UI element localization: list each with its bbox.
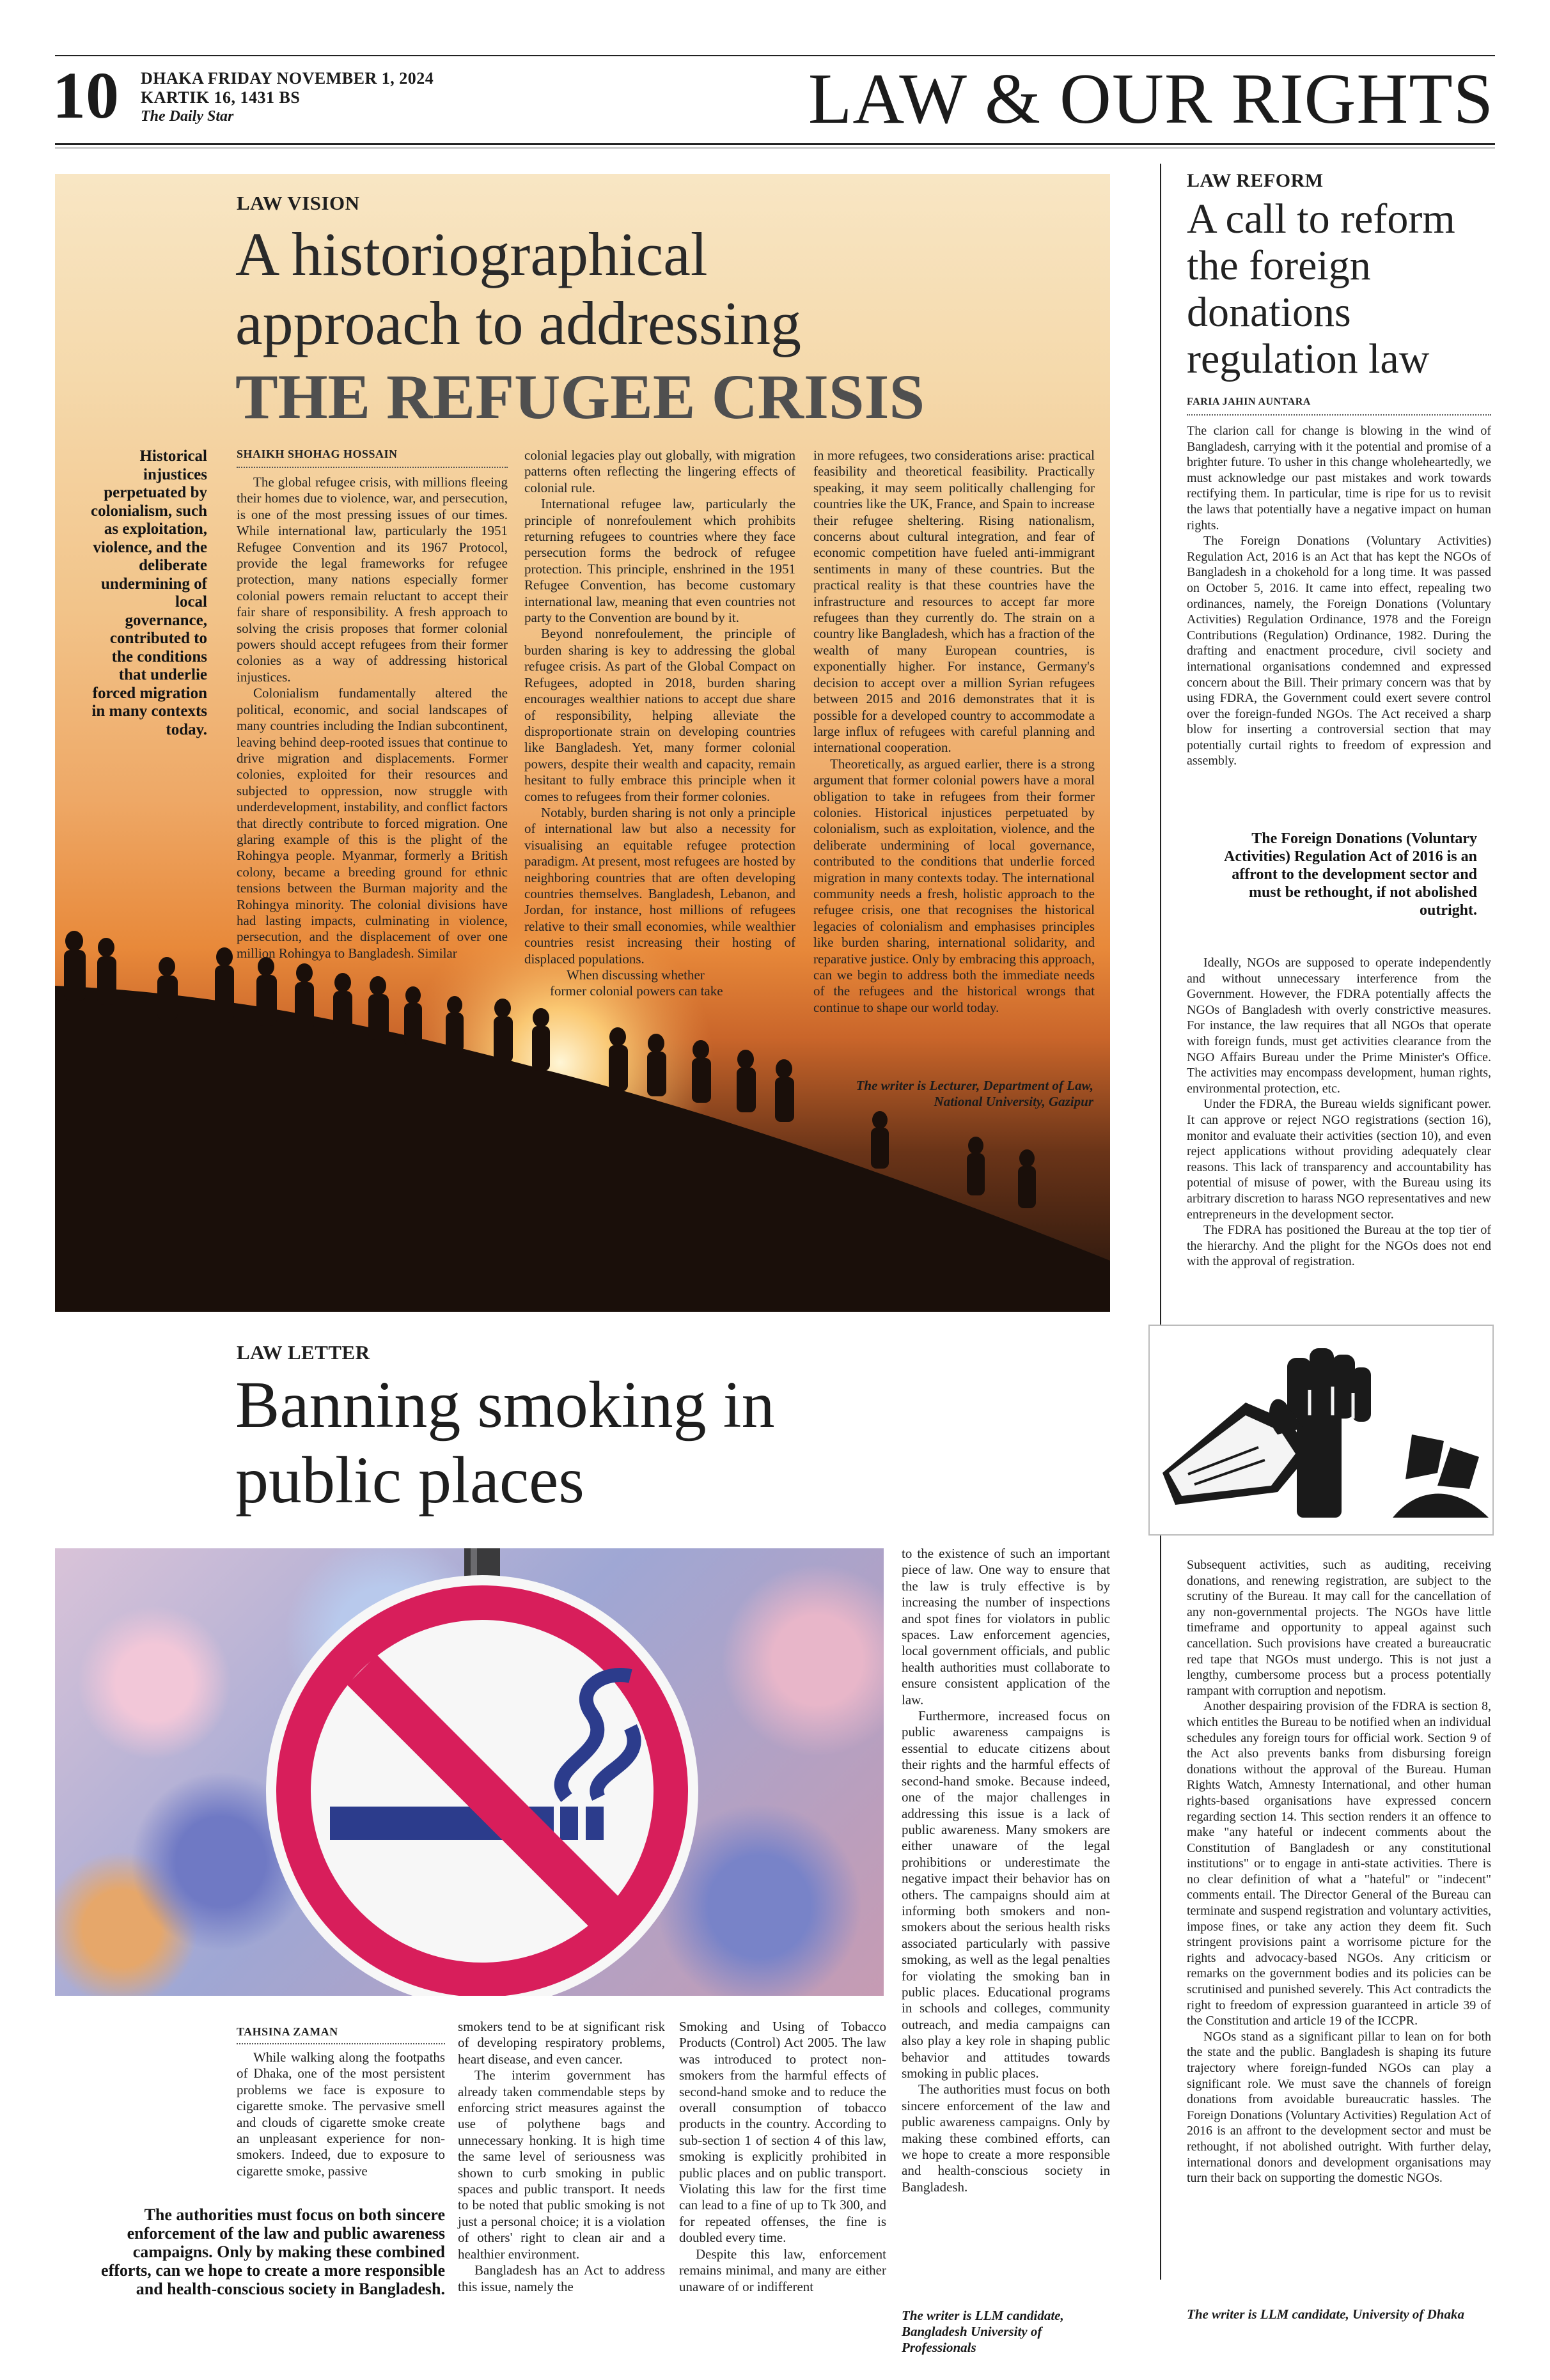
bangla-date: KARTIK 16, 1431 BS xyxy=(141,88,301,107)
paragraph: Smoking and Using of Tobacco Products (Control) Act 2005. The law was introduced to protect non-smokers from the harmful effects of second-hand smoke and to reduce the overall consumption of tobacco products in the country. According to sub-section 1 of section 4 of this law, smoking is explicitly prohibited in public places and on public transport. Violating this law for the first time can lead to a fine of up to Tk 300, and for repeated offenses, the fine is doubled every time. xyxy=(679,2019,886,2246)
paragraph: The clarion call for change is blowing in the wind of Bangladesh, carrying with it the potential and promise of a brighter future. To usher in this change wholeheartedly, we must acknowledge our past mistakes and work towards rectifying them. In particular, time is ripe for us to revisit the laws that potentially have a negative impact on human rights. xyxy=(1187,424,1491,533)
article3-column-1 xyxy=(237,2049,445,2179)
paragraph: The FDRA has positioned the Bureau at the top tier of the hierarchy. And the plight for the NGOs does not end with the approval of registration. xyxy=(1187,1223,1491,1269)
article2-byline: FARIA JAHIN AUNTARA xyxy=(1187,396,1311,407)
article2-pull-quote: The Foreign Donations (Voluntary Activities) Regulation Act of 2016 is an affront to the development sector and must be rethought, if not abolished outright. xyxy=(1224,830,1477,919)
masthead-rule xyxy=(55,143,1495,145)
paragraph: NGOs stand as a significant pillar to lean on for both the state and the public. Bangladesh is shaping its future trajectory where foreign-funded NGOs can play a significant role. We must save the channels of foreign donations from avoidable bureaucratic hassles. The Foreign Donations (Voluntary Activities) Regulation Act of 2016 is an affront to the development sector and must be rethought, if not abolished outright. With further delay, international donors and development organisations may turn their back on supporting the domestic NGOs. xyxy=(1187,2029,1491,2186)
article2-headline: A call to reform the foreign donations regulation law xyxy=(1187,196,1455,382)
article3-byline: TAHSINA ZAMAN xyxy=(237,2025,338,2038)
article3-column-4 xyxy=(902,1546,1110,2195)
paragraph: Beyond nonrefoulement, the principle of burden sharing is key to addressing the global refugee crisis. As part of the Global Compact on Refugees, adopted in 2018, burden sharing encourages wealthier nations to accept due share of responsibility, helping alleviate the disproportionate strain on developing countries like Bangladesh. Yet, many former colonial powers, despite their wealth and capacity, remain hesitant to fully embrace this principle when it comes to refugees from their former colonies. xyxy=(524,626,795,804)
article3-column-2 xyxy=(458,2019,665,2295)
paragraph: The interim government has already taken commendable steps by enforcing strict measures against the use of polythene bags and unnecessary honking. It is high time the same level of seriousness was shown to curb smoking in public spaces and public transport. It needs to be noted that public smoking is not just a personal choice; it is a violation of others' right to clean air and a healthier environment. xyxy=(458,2067,665,2262)
paragraph: to the existence of such an important piece of law. One way to ensure that the law is truly effective is by increasing the number of inspections and spot fines for violators in public spaces. Law enforcement agencies, local government officials, and public health authorities must collaborate to ensure consistent application of the law. xyxy=(902,1546,1110,1707)
paragraph: International refugee law, particularly the principle of nonrefoulement which prohibits returning refugees to countries where they face persecution forms the bedrock of refugee protection. This principle, enshrined in the 1951 Refugee Convention, has become customary international law, meaning that even countries not party to the Convention are bound by it. xyxy=(524,496,795,626)
top-rule xyxy=(55,55,1495,56)
paragraph: Notably, burden sharing is not only a principle of international law but also a necessity for visualising an equitable refugee protection paradigm. At present, most refugees are hosted by neighboring countries that are often developing countries themselves. Bangladesh, Lebanon, and Jordan, for instance, host millions of refugees relative to their small economies, while wealthier countries resist increasing their hosting of displaced populations. xyxy=(524,804,795,967)
page-number: 10 xyxy=(52,59,119,132)
protest-fist-illustration xyxy=(1148,1325,1494,1536)
paragraph: Theoretically, as argued earlier, there is a strong argument that former colonial powers have a moral obligation to take in refugees from their former colonies. Historical injustices perpetuated by colonialism, such as exploitation, violence, and the deliberate undermining of local governance, contributed to the conditions that underlie forced migration in many contexts today. The international community needs a fresh, holistic approach to the refugee crisis, one that recognises the historical legacies of colonialism and emphasises principles like burden sharing, international solidarity, and reparative justice. Only by embracing this approach, can we begin to address both the immediate needs of the refugees and the historical wrongs that continue to shape our world today. xyxy=(813,756,1095,1015)
paragraph: colonial legacies play out globally, with migration patterns often reflecting the lingering effects of colonial rule. xyxy=(524,447,795,495)
article3-headline-line2: public places xyxy=(235,1443,584,1517)
paragraph: Despite this law, enforcement remains minimal, and many are either unaware of or indifferent xyxy=(679,2246,886,2294)
section-title: LAW & OUR RIGHTS xyxy=(808,59,1494,139)
paragraph: Bangladesh has an Act to address this issue, namely the xyxy=(458,2262,665,2294)
no-smoking-icon xyxy=(55,1548,884,1996)
paragraph: The Foreign Donations (Voluntary Activities) Regulation Act, 2016 is an Act that has kept the NGOs of Bangladesh in a chokehold for a long time. It was passed on October 5, 2016. It came into effect, repealing two ordinances, namely, the Foreign Donations (Voluntary Activities) Regulation Ordinance, 1978 and the Foreign Contributions (Regulation) Ordinance, 1982. During the drafting and enactment procedure, civil society and international organisations condemned and expressed concern about the Bill. Their primary concern was that by using FDRA, the Government could exert severe control over the foreign-funded NGOs. The Act received a sharp blow for inserting a controversial section that may potentially curtail rights to freedom of expression and assembly. xyxy=(1187,534,1491,768)
article2-writer-note: The writer is LLM candidate, University of Dhaka xyxy=(1187,2306,1464,2322)
paragraph: The global refugee crisis, with millions fleeing their homes due to violence, war, and persecution, is one of the most pressing issues of our times. While international law, particularly the 1951 Refugee Convention and its 1967 Protocol, provide the legal frameworks for refugee protection, many nations especially former colonial powers remain reluctant to accept their fair share of responsibility. A fresh approach to solving the crisis proposes that former colonial powers should accept refugees from their former colonies as a way of addressing historical injustices. xyxy=(237,474,508,685)
article1-byline: SHAIKH SHOHAG HOSSAIN xyxy=(237,447,398,460)
paragraph: smokers tend to be at significant risk of developing respiratory problems, heart disease, and even cancer. xyxy=(458,2019,665,2067)
article2-part-2 xyxy=(1187,955,1491,1270)
article1-writer-note: The writer is Lecturer, Department of Law, National University, Gazipur xyxy=(856,1078,1093,1109)
article1-pull-quote: Historical injustices perpetuated by colonialism, such as exploitation, violence, and the deliberate undermining of local governance, contributed to the conditions that underlie forced migration in many contexts today. xyxy=(91,447,207,738)
article3-writer-note: The writer is LLM candidate, Bangladesh University of Professionals xyxy=(902,2308,1064,2355)
article1-column-1 xyxy=(237,474,508,961)
paragraph: Furthermore, increased focus on public awareness campaigns is essential to educate citizens about their rights and the harmful effects of second-hand smoke. Because indeed, one of the major challenges in addressing this issue is a lack of public awareness. Many smokers are either unaware of the legal prohibitions or underestimate the negative impact their behavior has on others. The campaigns should aim at informing both smokers and non-smokers about the serious health risks associated particularly with passive smoking, as well as the legal penalties for violating the smoking ban in public places. Educational programs in schools and colleges, community outreach, and media campaigns can also play a key role in shaping public behavior and attitudes towards smoking in public places. xyxy=(902,1708,1110,2081)
raised-fist-icon xyxy=(1150,1326,1492,1534)
no-smoking-sign-photo xyxy=(55,1548,884,1996)
article1-kicker: LAW VISION xyxy=(237,192,360,214)
paragraph: While walking along the footpaths of Dhaka, one of the most persistent problems we face is exposure to cigarette smoke. The pervasive smell and clouds of cigarette smoke create an unpleasant experience for non-smokers. Indeed, due to exposure to cigarette smoke, passive xyxy=(237,2049,445,2179)
paragraph: The authorities must focus on both sincere enforcement of the law and public awareness campaigns. Only by making these combined efforts, can we hope to create a more responsible and health-conscious society in Bangladesh. xyxy=(902,2081,1110,2195)
article1-headline-line1: A historiographical xyxy=(235,220,708,288)
article2-kicker: LAW REFORM xyxy=(1187,170,1324,191)
article3-pull-quote: The authorities must focus on both sincere enforcement of the law and public awareness campaigns. Only by making these combined efforts, can we hope to create a more responsible and health-conscious society in Bangladesh. xyxy=(101,2205,445,2298)
article3-headline-line1: Banning smoking in xyxy=(235,1368,775,1442)
article1-column-2 xyxy=(524,447,795,1000)
paragraph: When discussing whether former colonial powers can take xyxy=(550,967,723,999)
article1-column-3 xyxy=(813,447,1095,1016)
article2-part-3 xyxy=(1187,1557,1491,2186)
article1-headline-line2: approach to addressing xyxy=(235,289,802,357)
paragraph: in more refugees, two considerations arise: practical feasibility and theoretical feasibility. Practically speaking, it may seem politically challenging for countries like the UK, France, and Spain to increase their refugee sheltering. Rising nationalism, concerns about cultural integration, and fear of economic competition have fueled anti-immigrant sentiments in many of these countries. But the practical reality is that these countries have the infrastructure and resources to accept far more refugees than they currently do. The strain on a country like Bangladesh, which has a fraction of the wealth of many European countries, is exponentially higher. For instance, Germany's decision to accept over a million Syrian refugees between 2015 and 2016 demonstrates that it is possible for a developed country to accommodate a large influx of refugees with careful planning and international cooperation. xyxy=(813,447,1095,756)
paragraph: Another despairing provision of the FDRA is section 8, which entitles the Bureau to be notified when an individual schedules any foreign tours for official work. Section 9 of the Act also prevents banks from disbursing foreign donations without the approval of the Bureau. Human Rights Watch, Amnesty International, and other human rights-based organisations have expressed concern regarding section 14. This section renders it an offence to make "any hateful or indecent comments about the Constitution of Bangladesh or any constitutional institutions" or to engage in anti-state activities. There is no clear definition of what a "hateful" or "indecent" comments entail. The Director General of the Bureau can terminate and suspend registration and voluntary activities, impose fines, or take any action they deem fit. Such stringent provisions paint a worrisome picture for the rights and advocacy-based NGOs. Any criticism or remarks on the government bodies and its policies can be scrutinised and punished severely. This Act contradicts the right to freedom of expression guaranteed in article 39 of the Constitution and article 19 of the ICCPR. xyxy=(1187,1699,1491,2028)
paragraph: Ideally, NGOs are supposed to operate independently and without unnecessary interference from the Government. However, the FDRA potentially affects the NGOs of Bangladesh with overly constrictive measures. For instance, the law requires that all NGOs that operate with foreign funds, must get activities clearance from the NGO Affairs Bureau under the Prime Minister's Office. The activities may encompass development, human rights, environmental protection, etc. xyxy=(1187,956,1491,1096)
paragraph: Colonialism fundamentally altered the political, economic, and social landscapes of many countries including the Indian subcontinent, leaving behind deep-rooted issues that continue to drive migration and displacements. Former colonies, exploited for their resources and subjected to oppression, now struggle with underdevelopment, instability, and conflict factors that directly contribute to forced migration. One glaring example of this is the plight of the Rohingya people. Myanmar, formerly a British colony, became a breeding ground for ethnic tensions between the Burman majority and the Rohingya minority. The colonial divisions have had lasting impacts, culminating in violence, persecution, and the displacement of over one million Rohingya to Bangladesh. Similar xyxy=(237,685,508,961)
article3-column-3 xyxy=(679,2019,886,2295)
paragraph: Under the FDRA, the Bureau wields significant power. It can approve or reject NGO registrations (section 16), monitor and evaluate their activities (section 10), and even reject applications without providing adequately clear reasons. This lack of transparency and accountability has potential of misuse of power, with the Bureau using its arbitrary discretion to harass NGO representatives and new entrepreneurs in the development sector. xyxy=(1187,1097,1491,1222)
article2-part-1 xyxy=(1187,423,1491,769)
paragraph: Subsequent activities, such as auditing, receiving donations, and renewing registration, are subject to the scrutiny of the Bureau. It may call for the cancellation of any non-governmental projects. The NGOs have little timeframe and opportunity to appeal against such cancellation. Such provisions have created a bureaucratic red tape that NGOs must undergo. This is not just a lengthy, cumbersome process but a process potentially rampant with corruption and nepotism. xyxy=(1187,1558,1491,1698)
paper-name-logo: The Daily Star xyxy=(141,108,234,125)
date-line: DHAKA FRIDAY NOVEMBER 1, 2024 xyxy=(141,69,434,88)
article1-headline-line3: THE REFUGEE CRISIS xyxy=(235,361,925,432)
article3-kicker: LAW LETTER xyxy=(237,1341,370,1364)
